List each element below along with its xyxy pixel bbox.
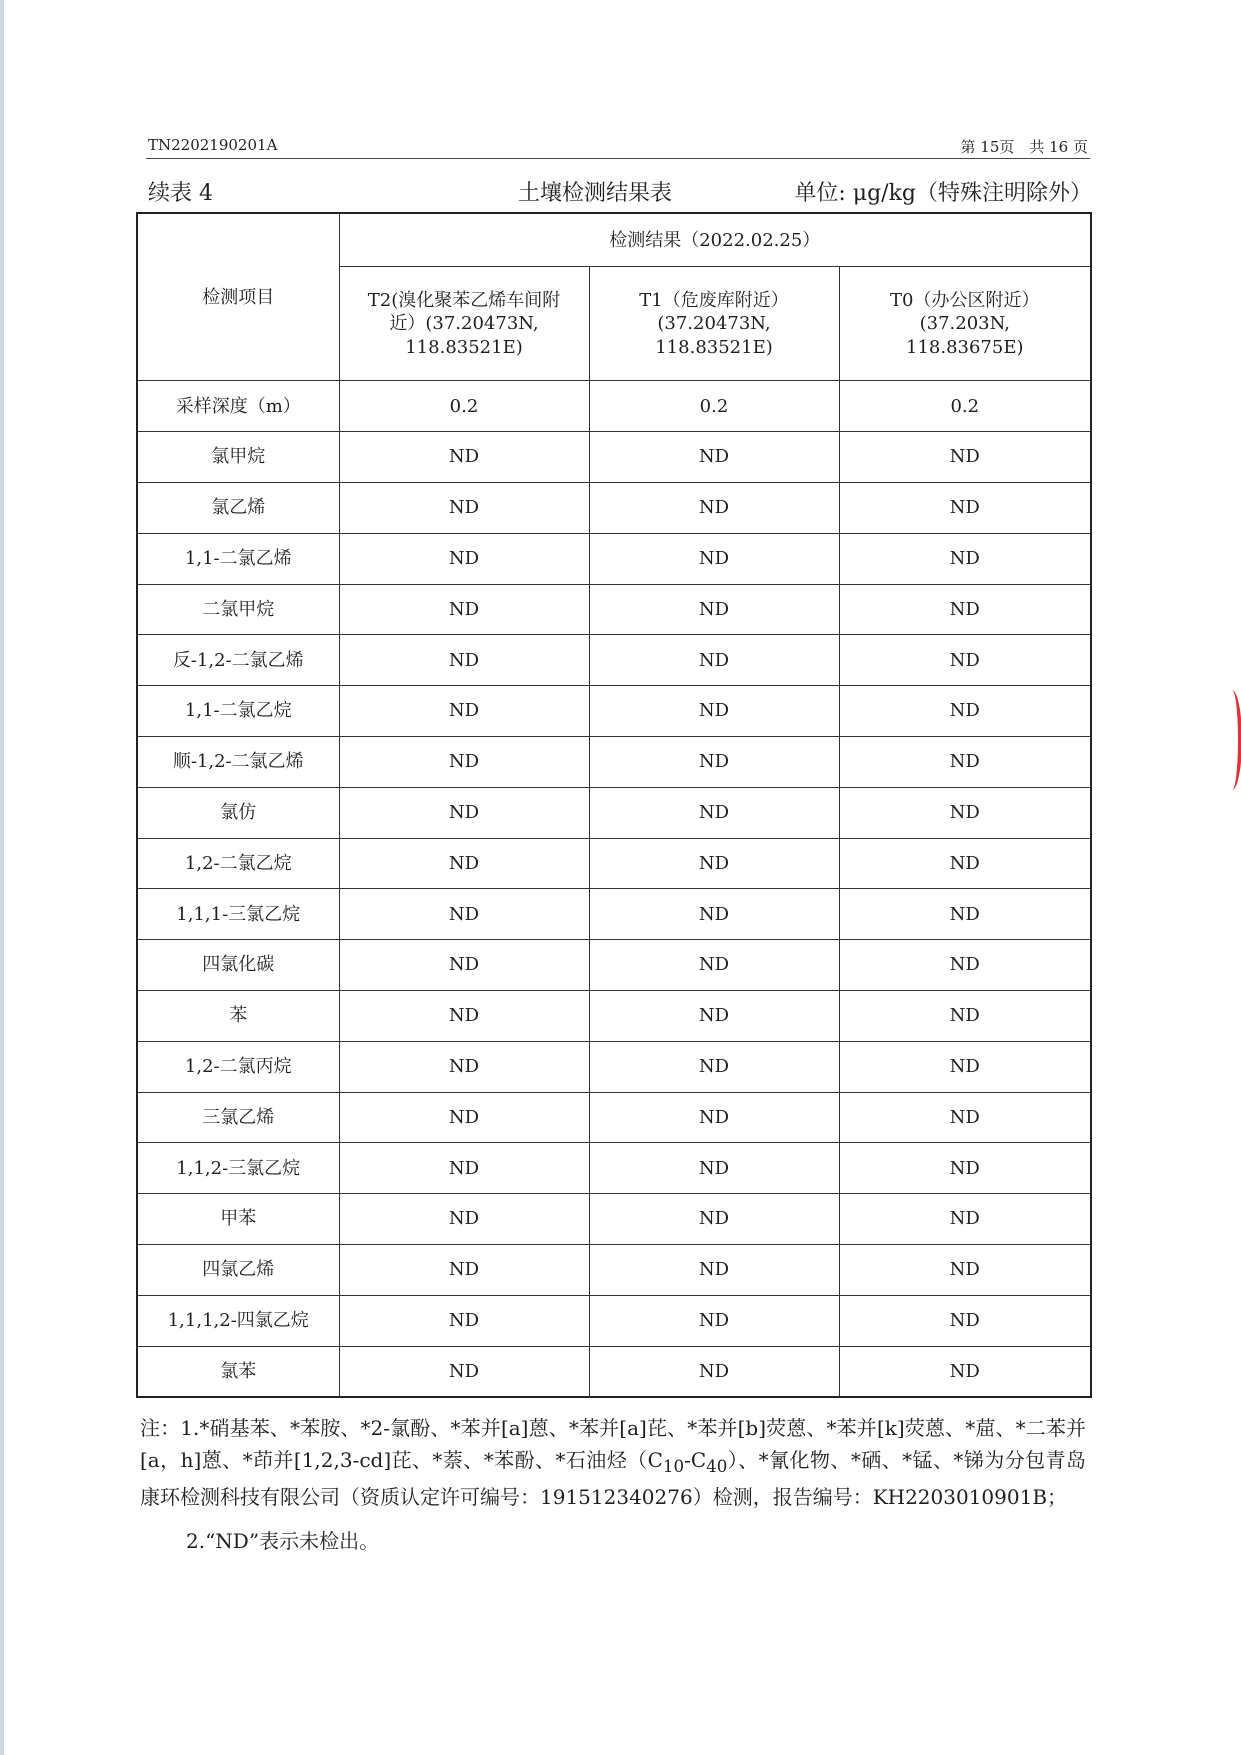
table-row — [137, 584, 1091, 635]
item-cell: 四氯乙烯 — [137, 1244, 339, 1295]
sample-coord: 118.83521E) — [655, 336, 773, 358]
value-cell: ND — [839, 1143, 1091, 1194]
table-row — [137, 381, 1091, 432]
item-cell: 1,1,1-三氯乙烷 — [137, 889, 339, 940]
item-header-cell: 检测项目 — [137, 213, 339, 381]
table-row — [137, 1041, 1091, 1092]
value-cell: ND — [839, 787, 1091, 838]
table-row — [137, 991, 1091, 1042]
scan-edge — [0, 0, 4, 1755]
subscript-c40: 40 — [706, 1457, 728, 1476]
sample-coord: 118.83521E) — [405, 336, 523, 358]
item-cell: 1,1,1,2-四氯乙烷 — [137, 1295, 339, 1346]
item-cell: 四氯化碳 — [137, 940, 339, 991]
table-caption — [148, 176, 1092, 208]
sample-header-t2 — [339, 267, 589, 381]
value-cell: ND — [839, 1041, 1091, 1092]
value-cell: ND — [839, 1092, 1091, 1143]
value-cell: ND — [339, 635, 589, 686]
value-cell: ND — [339, 1143, 589, 1194]
value-cell: ND — [589, 1295, 839, 1346]
value-cell: ND — [589, 1143, 839, 1194]
sample-coord: 近）(37.20473N, — [389, 313, 539, 335]
report-number: TN2202190201A — [148, 136, 278, 154]
value-cell: ND — [589, 889, 839, 940]
value-cell: ND — [839, 838, 1091, 889]
subscript-c10: 10 — [662, 1457, 685, 1476]
value-cell: ND — [339, 1092, 589, 1143]
value-cell: ND — [839, 737, 1091, 788]
item-cell: 三氯乙烯 — [137, 1092, 339, 1143]
sample-name: T0（办公区附近） — [890, 289, 1040, 311]
value-cell: ND — [839, 432, 1091, 483]
value-cell: 0.2 — [339, 381, 589, 432]
value-cell: ND — [589, 1041, 839, 1092]
value-cell: ND — [339, 737, 589, 788]
value-cell: ND — [839, 533, 1091, 584]
note-1-tail: ）、*氰化物、*硒、*锰、*锑为分包青岛康环检测科技有限公司（资质认定许可编号：191512340276）检测，报告编号：KH2203010901B； — [140, 1448, 1087, 1509]
value-cell: ND — [589, 635, 839, 686]
item-cell: 1,2-二氯乙烷 — [137, 838, 339, 889]
value-cell: ND — [339, 432, 589, 483]
value-cell: ND — [339, 991, 589, 1042]
note-2: 2.“ND”表示未检出。 — [186, 1528, 380, 1553]
table-row — [137, 1244, 1091, 1295]
table-row — [137, 838, 1091, 889]
value-cell: ND — [339, 1244, 589, 1295]
value-cell: ND — [339, 940, 589, 991]
value-cell: ND — [589, 533, 839, 584]
value-cell: 0.2 — [589, 381, 839, 432]
item-cell: 氯甲烷 — [137, 432, 339, 483]
value-cell: ND — [589, 686, 839, 737]
value-cell: ND — [339, 1346, 589, 1397]
item-cell: 顺-1,2-二氯乙烯 — [137, 737, 339, 788]
item-cell: 氯乙烯 — [137, 483, 339, 534]
table-row — [137, 889, 1091, 940]
value-cell: ND — [589, 787, 839, 838]
table-header-row — [137, 213, 1091, 267]
value-cell: ND — [339, 1041, 589, 1092]
value-cell: ND — [589, 838, 839, 889]
value-cell: ND — [839, 1244, 1091, 1295]
table-row — [137, 940, 1091, 991]
value-cell: ND — [839, 940, 1091, 991]
value-cell: ND — [589, 483, 839, 534]
sample-coord: 118.83675E) — [906, 336, 1024, 358]
value-cell: 0.2 — [839, 381, 1091, 432]
table-row — [137, 1194, 1091, 1245]
value-cell: ND — [339, 686, 589, 737]
note-1-text: 注：1.*硝基苯、*苯胺、*2-氯酚、*苯并[a]蒽、*苯并[a]芘、*苯并[b]荧蒽、*苯并[k]荧蒽、*䓛、*二苯并[a，h]蒽、*茚并[1,2,3-cd]芘、*萘、*苯酚、*石油烃（C — [140, 1416, 1086, 1472]
value-cell: ND — [589, 432, 839, 483]
unit-label: 单位: μg/kg（特殊注明除外） — [794, 181, 1092, 206]
table-row — [137, 1092, 1091, 1143]
stamp-edge-mark — [1222, 690, 1241, 790]
item-cell: 氯苯 — [137, 1346, 339, 1397]
value-cell: ND — [339, 787, 589, 838]
value-cell: ND — [339, 889, 589, 940]
value-cell: ND — [839, 635, 1091, 686]
value-cell: ND — [839, 483, 1091, 534]
value-cell: ND — [589, 1346, 839, 1397]
value-cell: ND — [589, 737, 839, 788]
table-notes — [140, 1412, 1086, 1557]
item-cell: 氯仿 — [137, 787, 339, 838]
table-number: 续表 4 — [148, 181, 213, 206]
value-cell: ND — [339, 1194, 589, 1245]
value-cell: ND — [589, 1244, 839, 1295]
sample-name: T2(溴化聚苯乙烯车间附 — [367, 289, 561, 311]
table-title: 土壤检测结果表 — [518, 181, 673, 206]
item-cell: 1,1,2-三氯乙烷 — [137, 1143, 339, 1194]
table-row — [137, 1295, 1091, 1346]
item-cell: 苯 — [137, 991, 339, 1042]
soil-results-table — [136, 212, 1092, 1398]
value-cell: ND — [839, 1346, 1091, 1397]
table-row — [137, 1346, 1091, 1397]
sample-coord: (37.203N, — [919, 313, 1010, 335]
table-row — [137, 1143, 1091, 1194]
value-cell: ND — [839, 889, 1091, 940]
value-cell: ND — [339, 584, 589, 635]
value-cell: ND — [339, 483, 589, 534]
sample-coord: (37.20473N, — [657, 313, 771, 335]
sample-name: T1（危废库附近） — [639, 289, 789, 311]
sample-header-t1 — [589, 267, 839, 381]
sample-header-t0 — [839, 267, 1091, 381]
item-cell: 1,1-二氯乙烷 — [137, 686, 339, 737]
table-row — [137, 483, 1091, 534]
item-cell: 1,1-二氯乙烯 — [137, 533, 339, 584]
result-group-header: 检测结果（2022.02.25） — [339, 213, 1091, 267]
note-1 — [140, 1412, 1086, 1513]
page-number: 第 15页 共 16 页 — [960, 138, 1088, 156]
value-cell: ND — [589, 940, 839, 991]
value-cell: ND — [839, 686, 1091, 737]
value-cell: ND — [839, 1295, 1091, 1346]
item-cell: 反-1,2-二氯乙烯 — [137, 635, 339, 686]
value-cell: ND — [339, 838, 589, 889]
item-cell: 甲苯 — [137, 1194, 339, 1245]
value-cell: ND — [839, 1194, 1091, 1245]
value-cell: ND — [339, 533, 589, 584]
table-row — [137, 432, 1091, 483]
value-cell: ND — [589, 1092, 839, 1143]
item-cell: 采样深度（m） — [137, 381, 339, 432]
value-cell: ND — [589, 584, 839, 635]
table-row — [137, 737, 1091, 788]
item-cell: 二氯甲烷 — [137, 584, 339, 635]
value-cell: ND — [589, 1194, 839, 1245]
note-1-dash: -C — [684, 1448, 707, 1472]
item-cell: 1,2-二氯丙烷 — [137, 1041, 339, 1092]
value-cell: ND — [589, 991, 839, 1042]
value-cell: ND — [839, 584, 1091, 635]
table-row — [137, 635, 1091, 686]
table-row — [137, 533, 1091, 584]
header-rule — [146, 158, 1090, 159]
table-row — [137, 787, 1091, 838]
value-cell: ND — [339, 1295, 589, 1346]
table-row — [137, 686, 1091, 737]
value-cell: ND — [839, 991, 1091, 1042]
